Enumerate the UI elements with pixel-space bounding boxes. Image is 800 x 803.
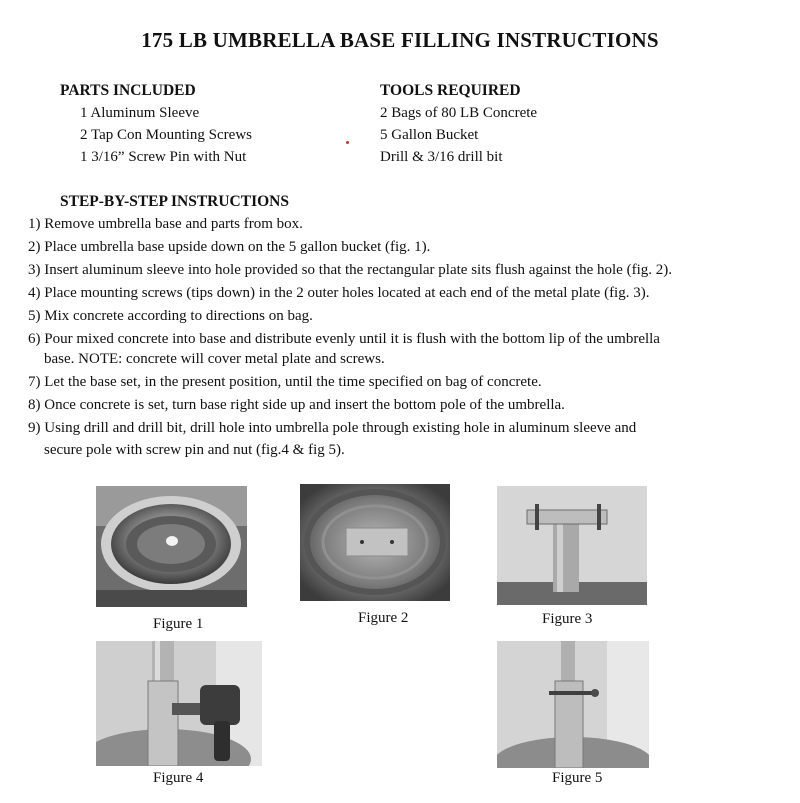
tools-item: 2 Bags of 80 LB Concrete — [380, 105, 538, 121]
parts-heading: PARTS INCLUDED — [60, 82, 196, 99]
step-line: 5) Mix concrete according to directions on bag. — [28, 308, 313, 324]
figure-1-caption: Figure 1 — [153, 616, 204, 632]
step-line: 7) Let the base set, in the present position, until the time specified on bag of concrete. — [28, 374, 542, 390]
scan-speck — [346, 141, 349, 144]
figure-2-photo — [300, 484, 450, 601]
tools-heading: TOOLS REQUIRED — [380, 82, 521, 99]
step-line: 8) Once concrete is set, turn base right side up and insert the bottom pole of the umbrella. — [28, 397, 565, 413]
figure-4-caption: Figure 4 — [153, 770, 204, 786]
step-line: 4) Place mounting screws (tips down) in the 2 outer holes located at each end of the metal plate (fig. 3). — [28, 285, 650, 301]
parts-item: 1 3/16” Screw Pin with Nut — [80, 149, 247, 165]
tools-item: Drill & 3/16 drill bit — [380, 149, 503, 165]
steps-heading: STEP-BY-STEP INSTRUCTIONS — [60, 193, 289, 210]
step-line: secure pole with screw pin and nut (fig.4 & fig 5). — [44, 442, 345, 458]
figure-4-photo — [96, 641, 262, 766]
figure-5-photo — [497, 641, 649, 768]
figure-1-photo — [96, 486, 247, 607]
figure-3-photo — [497, 486, 647, 605]
tools-item: 5 Gallon Bucket — [380, 127, 479, 143]
step-line: 6) Pour mixed concrete into base and distribute evenly until it is flush with the bottom lip of the umbrella — [28, 331, 660, 347]
parts-item: 2 Tap Con Mounting Screws — [80, 127, 253, 143]
document-title: 175 LB UMBRELLA BASE FILLING INSTRUCTIONS — [141, 28, 659, 52]
step-line: 1) Remove umbrella base and parts from box. — [28, 216, 303, 232]
figure-2-caption: Figure 2 — [358, 610, 409, 626]
parts-item: 1 Aluminum Sleeve — [80, 105, 200, 121]
step-line: base. NOTE: concrete will cover metal plate and screws. — [44, 351, 385, 367]
step-line: 2) Place umbrella base upside down on the 5 gallon bucket (fig. 1). — [28, 239, 431, 255]
figure-3-caption: Figure 3 — [542, 611, 593, 627]
step-line: 9) Using drill and drill bit, drill hole into umbrella pole through existing hole in aluminum sleeve and — [28, 420, 637, 436]
figure-5-caption: Figure 5 — [552, 770, 603, 786]
step-line: 3) Insert aluminum sleeve into hole provided so that the rectangular plate sits flush against the hole (fig. 2). — [28, 262, 672, 278]
